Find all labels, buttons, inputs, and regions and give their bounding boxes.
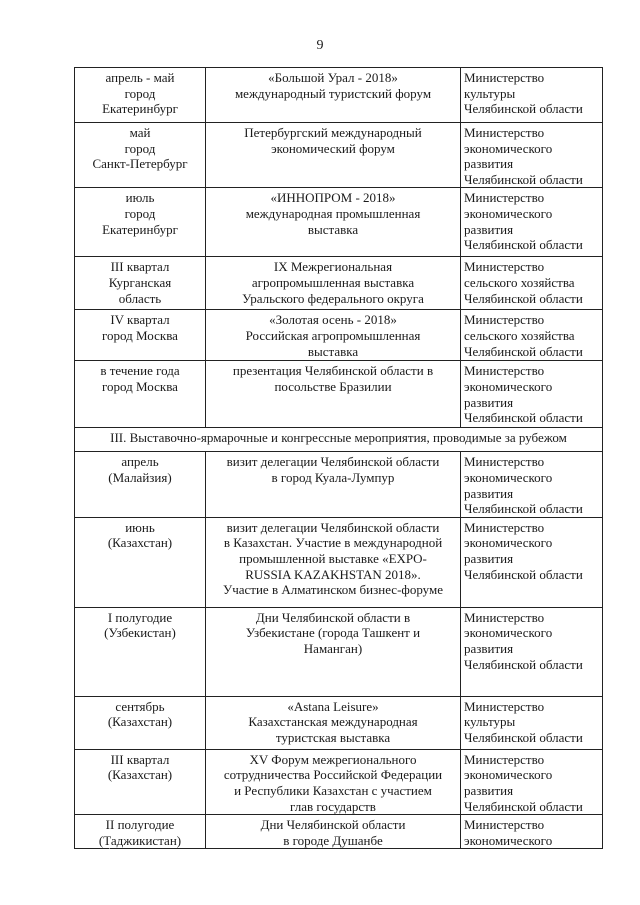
events-table — [74, 67, 603, 849]
event-cell: «ИННОПРОМ - 2018» международная промышленная выставка — [206, 188, 461, 257]
date-location-cell: I полугодие (Узбекистан) — [75, 607, 206, 696]
event-cell: XV Форум межрегионального сотрудничества Российской Федерации и Республики Казахстан с участием глав государств — [206, 749, 461, 814]
organizer-cell: Министерство сельского хозяйства Челябинской области — [461, 310, 603, 361]
table-row — [75, 361, 603, 428]
organizer-cell: Министерство экономического развития Челябинской области — [461, 607, 603, 696]
event-cell: «Золотая осень - 2018» Российская агропромышленная выставка — [206, 310, 461, 361]
table-row — [75, 517, 603, 607]
organizer-cell: Министерство экономического развития Челябинской области — [461, 517, 603, 607]
date-location-cell: II полугодие (Таджикистан) — [75, 815, 206, 849]
event-cell: презентация Челябинской области в посольстве Бразилии — [206, 361, 461, 428]
organizer-cell: Министерство экономического развития Челябинской области — [461, 749, 603, 814]
event-cell: «Astana Leisure» Казахстанская международная туристская выставка — [206, 696, 461, 749]
date-location-cell: июнь (Казахстан) — [75, 517, 206, 607]
event-cell: Дни Челябинской области в городе Душанбе — [206, 815, 461, 849]
event-cell: IX Межрегиональная агропромышленная выставка Уральского федерального округа — [206, 257, 461, 310]
event-cell: Петербургский международный экономический форум — [206, 123, 461, 188]
section-row — [75, 428, 603, 452]
organizer-cell: Министерство экономического развития Челябинской области — [461, 452, 603, 517]
date-location-cell: май город Санкт-Петербург — [75, 123, 206, 188]
date-location-cell: IV квартал город Москва — [75, 310, 206, 361]
table-row — [75, 696, 603, 749]
date-location-cell: III квартал (Казахстан) — [75, 749, 206, 814]
date-location-cell: апрель (Малайзия) — [75, 452, 206, 517]
organizer-cell: Министерство экономического развития Челябинской области — [461, 361, 603, 428]
scan-speck — [109, 848, 110, 849]
events-table-body — [75, 68, 603, 849]
date-location-cell: июль город Екатеринбург — [75, 188, 206, 257]
organizer-cell: Министерство культуры Челябинской области — [461, 68, 603, 123]
event-cell: Дни Челябинской области в Узбекистане (города Ташкент и Наманган) — [206, 607, 461, 696]
table-row — [75, 452, 603, 517]
date-location-cell: III квартал Курганская область — [75, 257, 206, 310]
table-row — [75, 310, 603, 361]
table-row — [75, 68, 603, 123]
table-row — [75, 607, 603, 696]
table-row — [75, 257, 603, 310]
event-cell: визит делегации Челябинской области в город Куала-Лумпур — [206, 452, 461, 517]
table-row — [75, 123, 603, 188]
organizer-cell: Министерство экономического развития Челябинской области — [461, 188, 603, 257]
organizer-cell: Министерство экономического развития Челябинской области — [461, 123, 603, 188]
section-heading: III. Выставочно-ярмарочные и конгрессные мероприятия, проводимые за рубежом — [75, 428, 603, 452]
organizer-cell: Министерство экономического — [461, 815, 603, 849]
page-number: 9 — [316, 38, 324, 53]
organizer-cell: Министерство сельского хозяйства Челябинской области — [461, 257, 603, 310]
event-cell: визит делегации Челябинской области в Казахстан. Участие в международной промышленной выставке «EXPO- RUSSIA KAZAKHSTAN 2018». Участие в Алматинском бизнес-форуме — [206, 517, 461, 607]
date-location-cell: сентябрь (Казахстан) — [75, 696, 206, 749]
table-row — [75, 815, 603, 849]
table-row — [75, 188, 603, 257]
date-location-cell: апрель - май город Екатеринбург — [75, 68, 206, 123]
organizer-cell: Министерство культуры Челябинской области — [461, 696, 603, 749]
event-cell: «Большой Урал - 2018» международный туристский форум — [206, 68, 461, 123]
table-row — [75, 749, 603, 814]
date-location-cell: в течение года город Москва — [75, 361, 206, 428]
